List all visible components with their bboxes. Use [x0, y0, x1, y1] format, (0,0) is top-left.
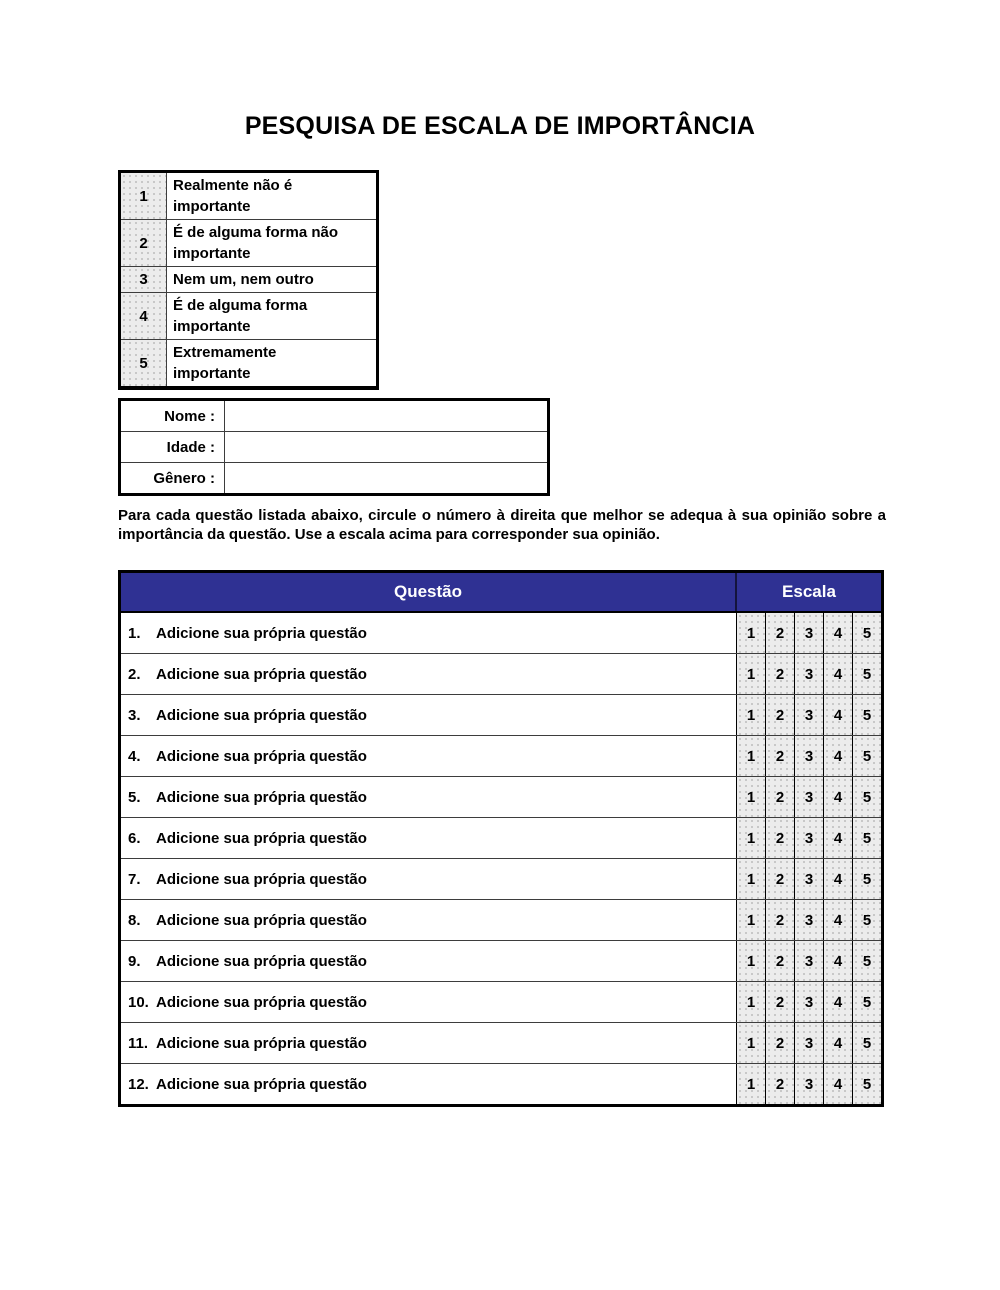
question-cell — [121, 859, 737, 899]
scale-option-3[interactable]: 3 — [794, 982, 823, 1022]
scale-option-1[interactable]: 1 — [737, 1023, 765, 1063]
question-number: 3. — [128, 706, 141, 724]
scale-options-group — [737, 859, 881, 899]
scale-option-3[interactable]: 3 — [794, 1023, 823, 1063]
scale-option-4[interactable]: 4 — [823, 941, 852, 981]
legend-row — [121, 219, 376, 266]
question-number: 6. — [128, 829, 141, 847]
question-text: Adicione sua própria questão — [156, 624, 367, 642]
scale-option-4[interactable]: 4 — [823, 982, 852, 1022]
question-text: Adicione sua própria questão — [156, 1075, 367, 1093]
scale-option-5[interactable]: 5 — [852, 736, 881, 776]
survey-header-row — [121, 573, 881, 613]
scale-option-2[interactable]: 2 — [765, 900, 794, 940]
form-row — [121, 462, 547, 493]
survey-row — [121, 776, 881, 817]
form-field-label: Gênero : — [121, 463, 225, 493]
question-text: Adicione sua própria questão — [156, 1034, 367, 1052]
scale-option-2[interactable]: 2 — [765, 613, 794, 653]
question-cell — [121, 982, 737, 1022]
legend-description-cell: Nem um, nem outro — [173, 271, 314, 288]
survey-row — [121, 1022, 881, 1063]
instructions-text: Para cada questão listada abaixo, circule o número à direita que melhor se adequa à sua opinião sobre a importância da questão. Use a escala acima para corresponder sua opinião. — [118, 507, 886, 543]
legend-row — [121, 266, 376, 292]
scale-option-4[interactable]: 4 — [823, 900, 852, 940]
scale-option-2[interactable]: 2 — [765, 818, 794, 858]
question-cell — [121, 818, 737, 858]
scale-option-2[interactable]: 2 — [765, 1023, 794, 1063]
scale-option-1[interactable]: 1 — [737, 982, 765, 1022]
scale-option-5[interactable]: 5 — [852, 1023, 881, 1063]
scale-options-group — [737, 982, 881, 1022]
scale-option-2[interactable]: 2 — [765, 941, 794, 981]
question-number: 5. — [128, 788, 141, 806]
page-title: PESQUISA DE ESCALA DE IMPORTÂNCIA — [244, 112, 756, 140]
question-number: 4. — [128, 747, 141, 765]
scale-options-group — [737, 777, 881, 817]
scale-option-5[interactable]: 5 — [852, 982, 881, 1022]
scale-option-2[interactable]: 2 — [765, 1064, 794, 1104]
scale-option-1[interactable]: 1 — [737, 900, 765, 940]
question-cell — [121, 777, 737, 817]
question-number: 2. — [128, 665, 141, 683]
question-number: 9. — [128, 952, 141, 970]
scale-option-3[interactable]: 3 — [794, 695, 823, 735]
form-row — [121, 431, 547, 462]
form-field-input[interactable] — [225, 401, 547, 431]
survey-row — [121, 817, 881, 858]
scale-option-3[interactable]: 3 — [794, 818, 823, 858]
scale-options-group — [737, 1023, 881, 1063]
scale-option-3[interactable]: 3 — [794, 941, 823, 981]
scale-option-5[interactable]: 5 — [852, 900, 881, 940]
scale-options-group — [737, 613, 881, 653]
question-text: Adicione sua própria questão — [156, 665, 367, 683]
scale-options-group — [737, 818, 881, 858]
survey-row — [121, 981, 881, 1022]
scale-option-3[interactable]: 3 — [794, 900, 823, 940]
scale-option-1[interactable]: 1 — [737, 654, 765, 694]
scale-option-5[interactable]: 5 — [852, 859, 881, 899]
scale-option-5[interactable]: 5 — [852, 695, 881, 735]
scale-option-5[interactable]: 5 — [852, 1064, 881, 1104]
scale-option-4[interactable]: 4 — [823, 859, 852, 899]
scale-option-2[interactable]: 2 — [765, 859, 794, 899]
scale-option-3[interactable]: 3 — [794, 613, 823, 653]
scale-option-5[interactable]: 5 — [852, 654, 881, 694]
question-cell — [121, 1064, 737, 1104]
question-text: Adicione sua própria questão — [156, 706, 367, 724]
question-number: 11. — [128, 1034, 149, 1052]
legend-description-cell: Extremamente importante — [173, 344, 277, 382]
scale-option-1[interactable]: 1 — [737, 859, 765, 899]
scale-option-3[interactable]: 3 — [794, 654, 823, 694]
scale-option-1[interactable]: 1 — [737, 613, 765, 653]
scale-option-2[interactable]: 2 — [765, 982, 794, 1022]
scale-options-group — [737, 900, 881, 940]
survey-row — [121, 694, 881, 735]
question-number: 10. — [128, 993, 149, 1011]
scale-option-5[interactable]: 5 — [852, 818, 881, 858]
question-text: Adicione sua própria questão — [156, 911, 367, 929]
survey-table — [118, 570, 884, 1107]
scale-option-5[interactable]: 5 — [852, 613, 881, 653]
question-number: 7. — [128, 870, 141, 888]
question-text: Adicione sua própria questão — [156, 788, 367, 806]
survey-row — [121, 613, 881, 653]
legend-value-cell: 2 — [121, 220, 167, 266]
survey-row — [121, 899, 881, 940]
scale-option-1[interactable]: 1 — [737, 695, 765, 735]
question-cell — [121, 941, 737, 981]
legend-value-cell: 4 — [121, 293, 167, 339]
legend-description-cell: Realmente não é importante — [173, 177, 293, 215]
question-number: 1. — [128, 624, 141, 642]
survey-row — [121, 653, 881, 694]
form-field-input[interactable] — [225, 463, 547, 493]
scale-option-4[interactable]: 4 — [823, 736, 852, 776]
form-field-label: Idade : — [121, 432, 225, 462]
scale-option-4[interactable]: 4 — [823, 613, 852, 653]
scale-option-3[interactable]: 3 — [794, 859, 823, 899]
question-number: 8. — [128, 911, 141, 929]
scale-options-group — [737, 1064, 881, 1104]
scale-column-header: Escala — [782, 582, 836, 601]
scale-legend-table — [118, 170, 379, 390]
legend-description-cell: É de alguma forma não importante — [173, 224, 339, 262]
question-cell — [121, 613, 737, 653]
scale-option-3[interactable]: 3 — [794, 777, 823, 817]
scale-option-2[interactable]: 2 — [765, 777, 794, 817]
survey-row — [121, 735, 881, 776]
question-text: Adicione sua própria questão — [156, 993, 367, 1011]
scale-option-4[interactable]: 4 — [823, 1064, 852, 1104]
respondent-form-table — [118, 398, 550, 496]
scale-option-1[interactable]: 1 — [737, 941, 765, 981]
scale-options-group — [737, 736, 881, 776]
scale-option-3[interactable]: 3 — [794, 1064, 823, 1104]
survey-rows — [121, 613, 881, 1104]
scale-options-group — [737, 654, 881, 694]
question-column-header: Questão — [121, 573, 737, 611]
scale-option-4[interactable]: 4 — [823, 777, 852, 817]
scale-option-3[interactable]: 3 — [794, 736, 823, 776]
question-text: Adicione sua própria questão — [156, 747, 367, 765]
scale-option-2[interactable]: 2 — [765, 736, 794, 776]
form-field-input[interactable] — [225, 432, 547, 462]
scale-option-2[interactable]: 2 — [765, 695, 794, 735]
question-cell — [121, 654, 737, 694]
form-field-label: Nome : — [121, 401, 225, 431]
question-cell — [121, 1023, 737, 1063]
scale-option-5[interactable]: 5 — [852, 777, 881, 817]
question-cell — [121, 900, 737, 940]
scale-option-2[interactable]: 2 — [765, 654, 794, 694]
scale-option-4[interactable]: 4 — [823, 818, 852, 858]
scale-option-1[interactable]: 1 — [737, 818, 765, 858]
question-cell — [121, 736, 737, 776]
scale-option-4[interactable]: 4 — [823, 695, 852, 735]
legend-value-cell: 3 — [121, 267, 167, 292]
scale-options-group — [737, 695, 881, 735]
scale-options-group — [737, 941, 881, 981]
survey-row — [121, 858, 881, 899]
legend-row — [121, 173, 376, 219]
question-number: 12. — [128, 1075, 149, 1093]
legend-value-cell: 5 — [121, 340, 167, 386]
legend-row — [121, 292, 376, 339]
legend-value-cell: 1 — [121, 173, 167, 219]
form-row — [121, 401, 547, 431]
scale-option-4[interactable]: 4 — [823, 1023, 852, 1063]
legend-row — [121, 339, 376, 386]
scale-option-4[interactable]: 4 — [823, 654, 852, 694]
scale-option-1[interactable]: 1 — [737, 777, 765, 817]
legend-description-cell: É de alguma forma importante — [173, 297, 308, 335]
scale-option-1[interactable]: 1 — [737, 1064, 765, 1104]
survey-row — [121, 1063, 881, 1104]
question-text: Adicione sua própria questão — [156, 952, 367, 970]
question-text: Adicione sua própria questão — [156, 829, 367, 847]
question-cell — [121, 695, 737, 735]
question-text: Adicione sua própria questão — [156, 870, 367, 888]
scale-option-5[interactable]: 5 — [852, 941, 881, 981]
survey-row — [121, 940, 881, 981]
scale-option-1[interactable]: 1 — [737, 736, 765, 776]
